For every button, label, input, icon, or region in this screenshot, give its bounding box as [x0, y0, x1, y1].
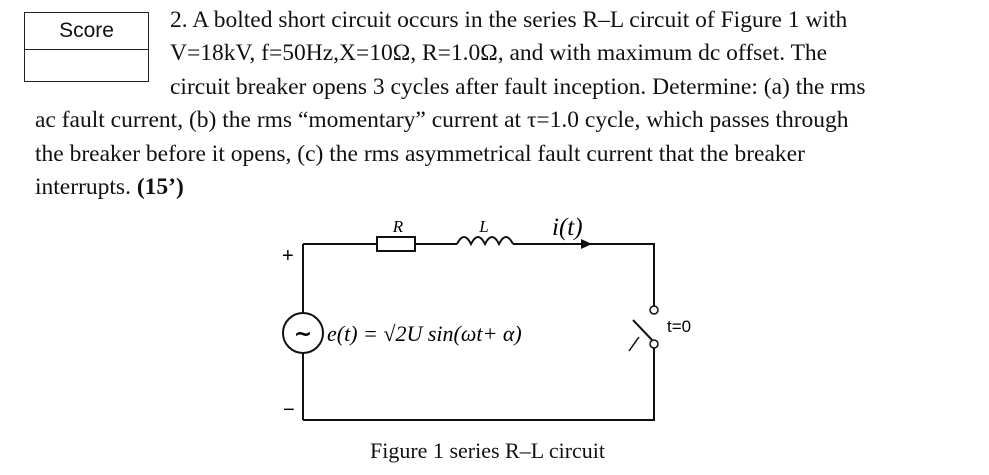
ac-source-icon: ~ [293, 322, 313, 347]
problem-line-4: ac fault current, (b) the rms “momentary” current at τ=1.0 cycle, which passes through [35, 107, 849, 133]
switch-lower-contact [650, 340, 658, 348]
problem-line-6-text: interrupts. [35, 174, 137, 200]
problem-line-1: 2. A bolted short circuit occurs in the series R–L circuit of Figure 1 with [170, 7, 848, 33]
resistor-symbol [377, 237, 415, 251]
current-arrowhead [581, 239, 592, 249]
problem-points: (15’) [136, 174, 184, 200]
score-label: Score [25, 13, 148, 50]
problem-line-2: V=18kV, f=50Hz,X=10Ω, R=1.0Ω, and with maximum dc offset. The [170, 40, 828, 66]
resistor-label: R [392, 217, 404, 236]
switch-upper-contact [650, 306, 658, 314]
switch-mark [629, 337, 639, 351]
problem-line-3: circuit breaker opens 3 cycles after fault inception. Determine: (a) the rms [170, 74, 866, 100]
inductor-symbol [457, 237, 513, 244]
wire-bottom [303, 348, 654, 420]
problem-line-5: the breaker before it opens, (c) the rms asymmetrical fault current that the breaker [35, 141, 805, 167]
wire-top-right [513, 244, 654, 306]
inductor-label: L [479, 217, 489, 236]
source-equation: e(t) = √2U sin(ωt+ α) [327, 321, 522, 346]
minus-terminal-label: − [283, 399, 295, 421]
plus-terminal-label: + [282, 245, 294, 267]
switch-label: t=0 [667, 317, 692, 336]
current-label: i(t) [552, 214, 583, 241]
figure-caption: Figure 1 series R–L circuit [370, 438, 606, 463]
switch-blade [633, 320, 652, 340]
